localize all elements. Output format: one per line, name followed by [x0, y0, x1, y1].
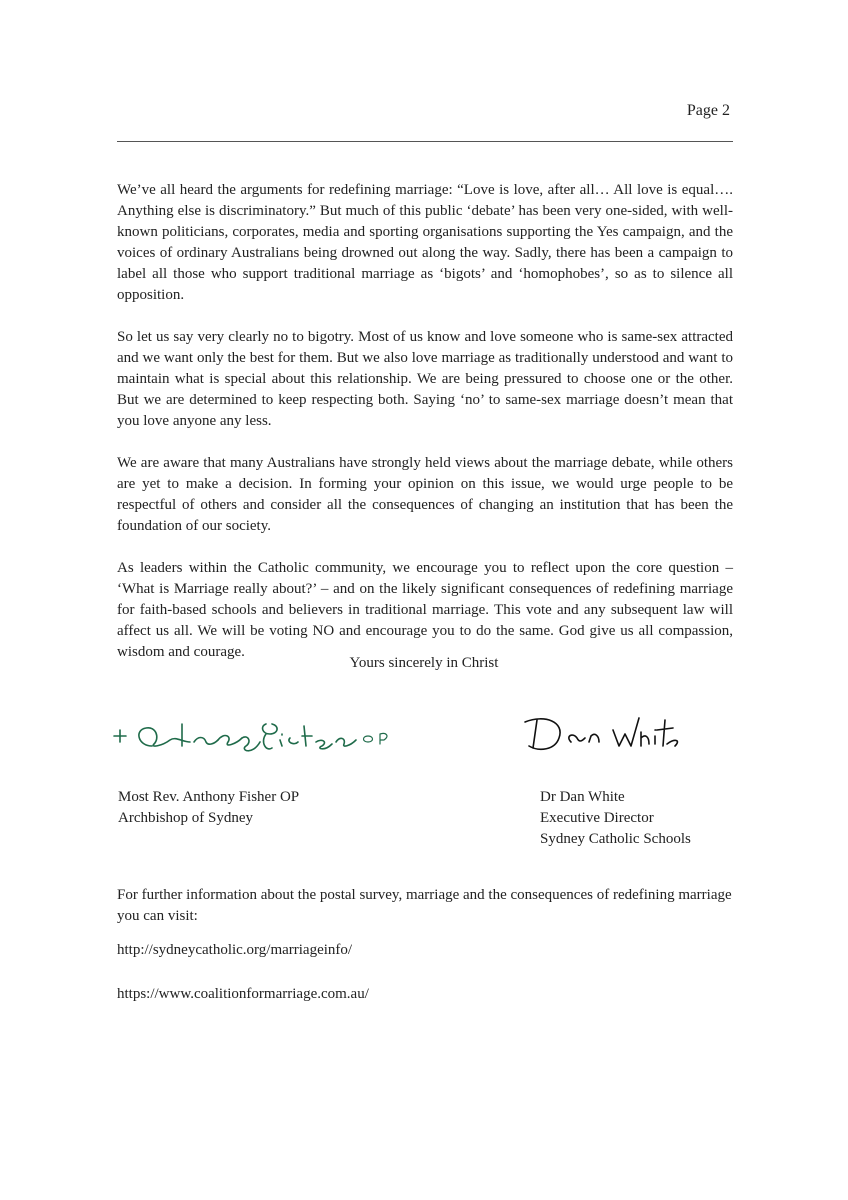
- paragraph-4: As leaders within the Catholic community, we encourage you to reflect upon the core question – ‘What is Marriage really about?’ – and on the likely significant consequences of redefining marriage for faith-based schools and believers in traditional marriage. This vote and any subsequent law will affect us all. We will be voting NO and encourage you to do the same. God give us all compassion, wisdom and courage.: [117, 560, 733, 660]
- closing-salutation: Yours sincerely in Christ: [349, 655, 499, 671]
- fisher-signature: [110, 712, 400, 760]
- page-number: Page 2: [686, 102, 730, 119]
- white-signature: [515, 708, 685, 760]
- signatory-name: Dr Dan White: [540, 789, 625, 805]
- header-divider: [117, 141, 733, 142]
- paragraph-1: We’ve all heard the arguments for redefining marriage: “Love is love, after all… All love is equal…. Anything else is discriminatory.” But much of this public ‘debate’ has been very one-sided, with well-known politicians, corporates, media and sporting organisations supporting the Yes campaign, and the voices of ordinary Australians being drowned out along the way. Sadly, there has been a campaign to label all those who support traditional marriage as ‘bigots’ and ‘homophobes’, so as to silence all opposition.: [117, 182, 733, 303]
- signatory-fisher: [118, 787, 299, 829]
- signatory-white: [540, 787, 691, 850]
- link-sydneycatholic[interactable]: http://sydneycatholic.org/marriageinfo/: [117, 942, 353, 958]
- signatory-organisation: Sydney Catholic Schools: [540, 831, 691, 847]
- signatory-name: Most Rev. Anthony Fisher OP: [118, 789, 300, 805]
- further-information: [117, 885, 733, 927]
- signatory-title: Executive Director: [540, 810, 654, 826]
- letter-body: [117, 180, 733, 684]
- link-coalitionformarriage[interactable]: https://www.coalitionformarriage.com.au/: [117, 986, 369, 1002]
- paragraph-3: We are aware that many Australians have strongly held views about the marriage debate, while others are yet to make a decision. In forming your opinion on this issue, we would urge people to be respectful of others and consider all the consequences of changing an institution that has been the foundation of our society.: [117, 455, 733, 534]
- signatory-title: Archbishop of Sydney: [118, 810, 253, 826]
- paragraph-2: So let us say very clearly no to bigotry. Most of us know and love someone who is same-sex attracted and we want only the best for them. But we also love marriage as traditionally understood and want to maintain what is special about this relationship. We are being pressured to choose one or the other. But we are determined to keep respecting both. Saying ‘no’ to same-sex marriage doesn’t mean that you love anyone any less.: [117, 329, 733, 429]
- further-information-text: For further information about the postal survey, marriage and the consequences of redefining marriage you can visit:: [117, 887, 732, 924]
